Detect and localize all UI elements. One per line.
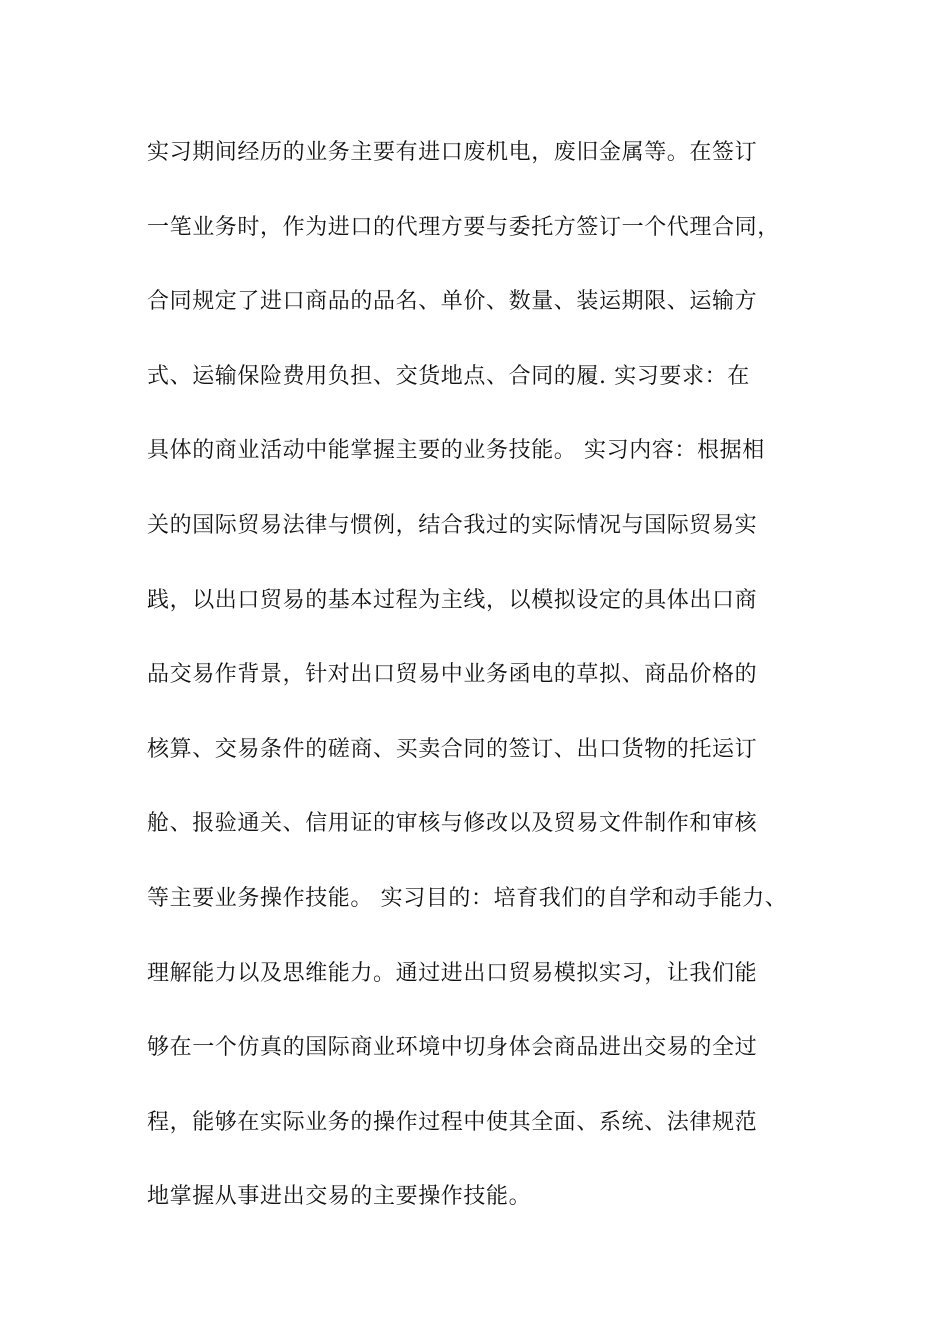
text-line: 一笔业务时，作为进口的代理方要与委托方签订一个代理合同， <box>147 214 780 240</box>
text-line: 关的国际贸易法律与惯例，结合我过的实际情况与国际贸易实 <box>147 512 758 538</box>
text-line: 舱、报验通关、信用证的审核与修改以及贸易文件制作和审核 <box>147 811 758 837</box>
text-line: 品交易作背景，针对出口贸易中业务函电的草拟、商品价格的 <box>147 662 758 688</box>
text-line: 实习期间经历的业务主要有进口废机电，废旧金属等。在签订 <box>147 140 758 165</box>
text-line: 理解能力以及思维能力。通过进出口贸易模拟实习，让我们能 <box>147 960 758 986</box>
text-line: 程，能够在实际业务的操作过程中使其全面、系统、法律规范 <box>147 1109 758 1135</box>
text-line: 践，以出口贸易的基本过程为主线，以模拟设定的具体出口商 <box>147 587 758 613</box>
text-line: 够在一个仿真的国际商业环境中切身体会商品进出交易的全过 <box>147 1035 758 1061</box>
text-line: 具体的商业活动中能掌握主要的业务技能。 实习内容：根据相 <box>147 438 765 464</box>
text-line: 式、运输保险费用负担、交货地点、合同的履. 实习要求：在 <box>147 363 750 389</box>
text-line: 核算、交易条件的磋商、买卖合同的签订、出口货物的托运订 <box>147 736 758 762</box>
text-line: 等主要业务操作技能。 实习目的：培育我们的自学和动手能力、 <box>147 885 788 911</box>
text-line: 合同规定了进口商品的品名、单价、数量、装运期限、运输方 <box>147 289 758 315</box>
body-paragraph <box>147 133 827 1252</box>
text-line: 地掌握从事进出交易的主要操作技能。 <box>147 1184 532 1210</box>
